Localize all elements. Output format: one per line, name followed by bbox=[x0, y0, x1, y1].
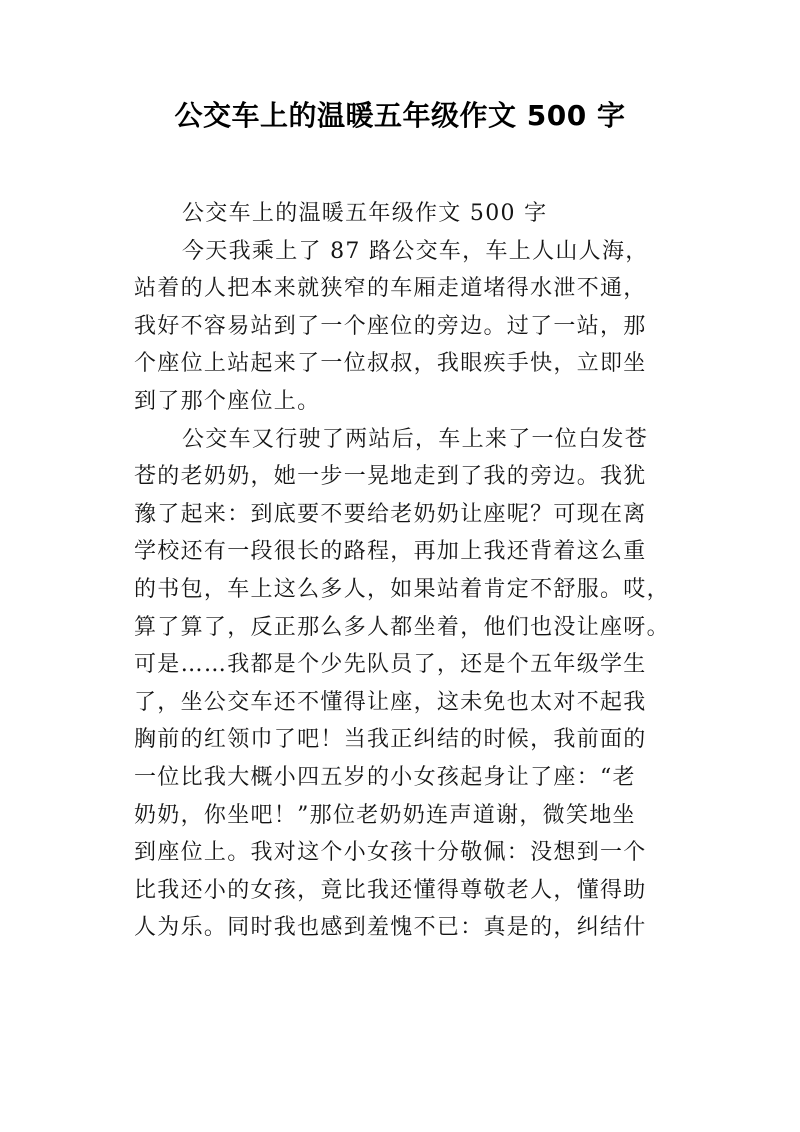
paragraph-2-line-14: 人为乐。同时我也感到羞愧不已：真是的，纠结什 bbox=[134, 915, 647, 941]
paragraph-1-line-4: 个座位上站起来了一位叔叔，我眼疾手快，立即坐 bbox=[134, 351, 647, 377]
paragraph-1-line-3: 我好不容易站到了一个座位的旁边。过了一站，那 bbox=[134, 313, 647, 339]
paragraph-2-line-3: 豫了起来：到底要不要给老奶奶让座呢？可现在离 bbox=[134, 501, 647, 527]
paragraph-2-line-4: 学校还有一段很长的路程，再加上我还背着这么重 bbox=[134, 539, 647, 565]
paragraph-2-line-9: 胸前的红领巾了吧！当我正纠结的时候，我前面的 bbox=[134, 727, 647, 753]
paragraph-2-line-12: 到座位上。我对这个小女孩十分敬佩：没想到一个 bbox=[134, 840, 647, 866]
paragraph-2-line-5: 的书包，车上这么多人，如果站着肯定不舒服。哎， bbox=[134, 576, 670, 602]
essay-body bbox=[134, 195, 670, 947]
paragraph-2-line-1: 公交车又行驶了两站后，车上来了一位白发苍 bbox=[182, 426, 649, 452]
paragraph-2-line-8: 了，坐公交车还不懂得让座，这未免也太对不起我 bbox=[134, 689, 647, 715]
essay-subtitle-line: 公交车上的温暖五年级作文 500 字 bbox=[182, 201, 548, 226]
paragraph-2-line-7: 可是……我都是个少先队员了，还是个五年级学生 bbox=[134, 652, 647, 678]
paragraph-2-line-2: 苍的老奶奶，她一步一晃地走到了我的旁边。我犹 bbox=[134, 464, 647, 490]
paragraph-1-line-2: 站着的人把本来就狭窄的车厢走道堵得水泄不通， bbox=[134, 276, 647, 302]
paragraph-1-line-5: 到了那个座位上。 bbox=[134, 388, 321, 414]
paragraph-2-line-6: 算了算了，反正那么多人都坐着，他们也没让座呀。 bbox=[134, 614, 670, 640]
document-title: 公交车上的温暖五年级作文 500 字 bbox=[174, 99, 626, 132]
paragraph-2-line-13: 比我还小的女孩，竟比我还懂得尊敬老人，懂得助 bbox=[134, 877, 647, 903]
paragraph-2-line-11: 奶奶，你坐吧！”那位老奶奶连声道谢，微笑地坐 bbox=[134, 802, 636, 828]
paragraph-2-line-10: 一位比我大概小四五岁的小女孩起身让了座：“老 bbox=[134, 764, 636, 790]
paragraph-1-line-1: 今天我乘上了 87 路公交车，车上人山人海， bbox=[182, 238, 649, 264]
